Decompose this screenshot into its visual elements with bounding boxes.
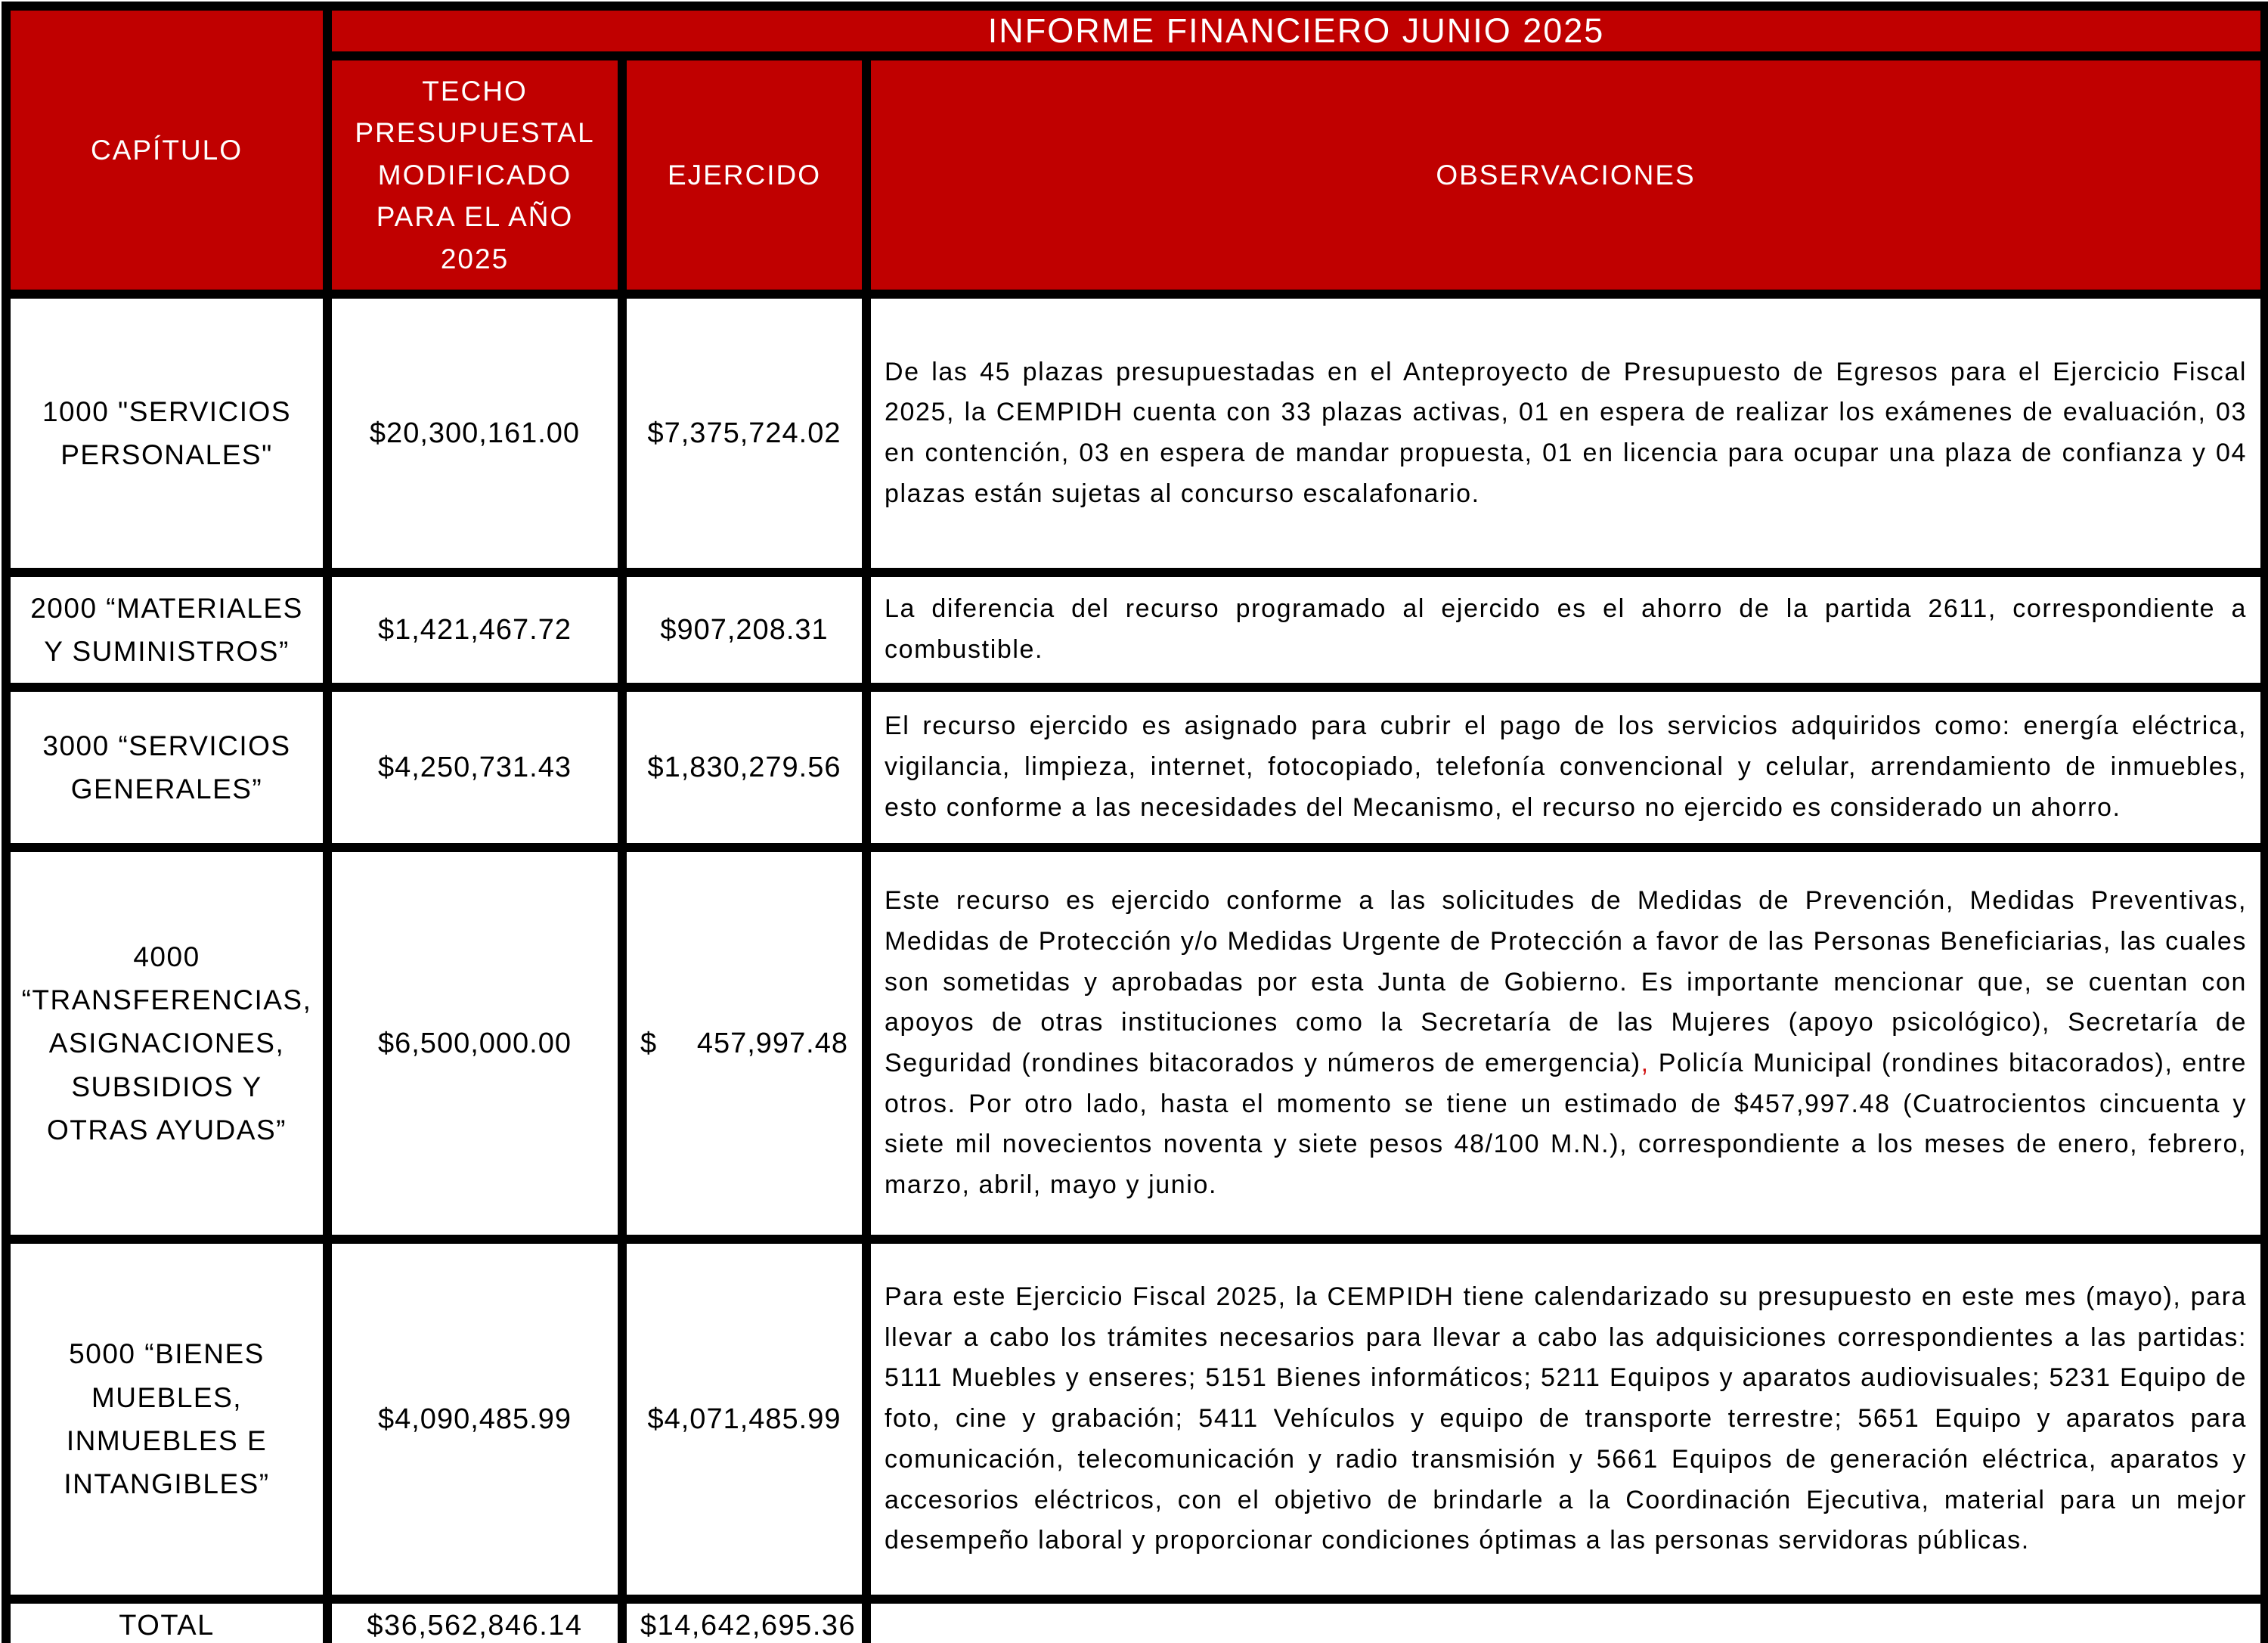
text-segment: Policía Municipal (rondines bitacorados), entre otros. Por otro lado, hasta el momento se tiene un estimado de $457,997.48 (Cuatrocientos cincuenta y siete mil novecientos noventa y siete pesos 48/100 M.N.), correspondiente a los meses de enero, febrero, marzo, abril, mayo y junio.: [885, 1049, 2248, 1200]
observaciones-cell: La diferencia del recurso programado al ejercido es el ahorro de la partida 2611, correspondiente a combustible.: [866, 572, 2265, 687]
ejercido-cell: $4,071,485.99: [622, 1239, 866, 1599]
report-title: INFORME FINANCIERO JUNIO 2025: [327, 6, 2265, 56]
capitulo-cell: 2000 “MATERIALES Y SUMINISTROS”: [6, 572, 327, 687]
total-empty-cell: [866, 1599, 2265, 1643]
column-header-observaciones: OBSERVACIONES: [866, 56, 2265, 294]
techo-cell: $1,421,467.72: [327, 572, 622, 687]
observaciones-cell: Para este Ejercicio Fiscal 2025, la CEMPIDH tiene calendarizado su presupuesto en este mes (mayo), para llevar a cabo los trámites necesarios para llevar a cabo las adquisiciones correspondientes a las partidas: 5111 Muebles y enseres; 5151 Bienes informáticos; 5211 Equipos y aparatos audiovisuales; 5231 Equipo de foto, cine y grabación; 5411 Vehículos y equipo de transporte terrestre; 5651 Equipo y aparatos para comunicación, telecomunicación y radio transmisión y 5661 Equipos de generación eléctrica, aparatos y accesorios eléctricos, con el objetivo de brindarle a la Coordinación Ejecutiva, material para un mejor desempeño laboral y proporcionar condiciones óptimas a las personas servidoras públicas.: [866, 1239, 2265, 1599]
observaciones-cell: [866, 848, 2265, 1239]
accounting-amount: [640, 1028, 848, 1060]
total-label-cell: TOTAL: [6, 1599, 327, 1643]
total-row: [6, 1599, 2265, 1643]
ejercido-cell: [622, 848, 866, 1239]
informe-financiero-table: [2, 2, 2268, 1643]
observaciones-cell: El recurso ejercido es asignado para cubrir el pago de los servicios adquiridos como: energía eléctrica, vigilancia, limpieza, internet, fotocopiado, telefonía convencional y celular, arrendamiento de inmuebles, esto conforme a las necesidades del Mecanismo, el recurso no ejercido es considerado un ahorro.: [866, 687, 2265, 848]
table-row-5000: [6, 1239, 2265, 1599]
capitulo-cell: 4000 “TRANSFERENCIAS, ASIGNACIONES, SUBSIDIOS Y OTRAS AYUDAS”: [6, 848, 327, 1239]
techo-cell: $20,300,161.00: [327, 294, 622, 572]
table-row-3000: [6, 687, 2265, 848]
observaciones-cell: De las 45 plazas presupuestadas en el Anteproyecto de Presupuesto de Egresos para el Ejercicio Fiscal 2025, la CEMPIDH cuenta con 33 plazas activas, 01 en espera de realizar los exámenes de evaluación, 03 en contención, 03 en espera de mandar propuesta, 01 en licencia para ocupar una plaza de confianza y 04 plazas están sujetas al concurso escalafonario.: [866, 294, 2265, 572]
table-row-2000: [6, 572, 2265, 687]
highlighted-text-segment: ,: [1641, 1049, 1650, 1077]
capitulo-cell: 3000 “SERVICIOS GENERALES”: [6, 687, 327, 848]
capitulo-cell: 5000 “BIENES MUEBLES, INMUEBLES E INTANGIBLES”: [6, 1239, 327, 1599]
currency-symbol: $: [640, 1027, 658, 1059]
text-segment: Este recurso es ejercido conforme a las solicitudes de Medidas de Prevención, Medidas Preventivas, Medidas de Protección y/o Medidas Urgente de Protección a favor de las Personas Beneficiarias, las cuales son sometidas y aprobadas por esta Junta de Gobierno. Es importante mencionar que, se cuentan con apoyos de otras instituciones como la Secretaría de las Mujeres (apoyo psicológico), Secretaría de Seguridad (rondines bitacorados y números de emergencia): [885, 886, 2248, 1077]
ejercido-cell: $7,375,724.02: [622, 294, 866, 572]
capitulo-cell: 1000 "SERVICIOS PERSONALES": [6, 294, 327, 572]
amount-value: 457,997.48: [696, 1027, 848, 1059]
column-header-techo: TECHO PRESUPUESTAL MODIFICADO PARA EL AÑO 2025: [327, 56, 622, 294]
ejercido-cell: $1,830,279.56: [622, 687, 866, 848]
techo-cell: $6,500,000.00: [327, 848, 622, 1239]
column-header-ejercido: EJERCIDO: [622, 56, 866, 294]
techo-cell: $4,250,731.43: [327, 687, 622, 848]
total-ejercido-cell: $14,642,695.36: [622, 1599, 866, 1643]
title-row: [6, 6, 2265, 56]
techo-cell: $4,090,485.99: [327, 1239, 622, 1599]
table-row-4000: [6, 848, 2265, 1239]
column-header-capitulo: CAPÍTULO: [6, 6, 327, 294]
total-techo-cell: $36,562,846.14: [327, 1599, 622, 1643]
table-row-1000: [6, 294, 2265, 572]
header-row: [6, 56, 2265, 294]
ejercido-cell: $907,208.31: [622, 572, 866, 687]
